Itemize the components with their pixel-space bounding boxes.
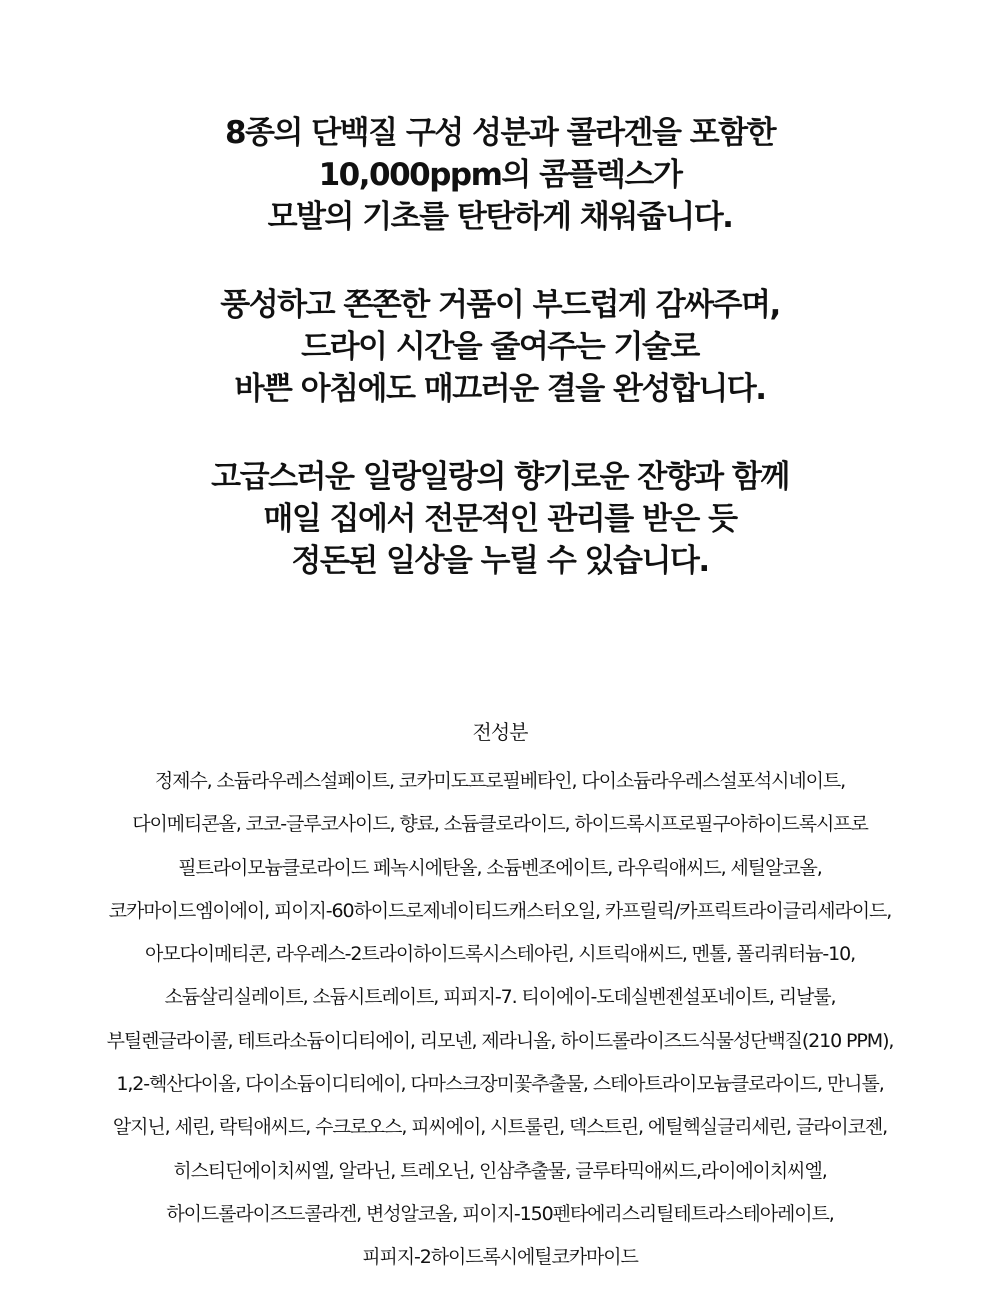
product-description [0,112,1000,628]
description-line: 10,000ppm의 콤플렉스가 [318,157,682,193]
description-line: 풍성하고 쫀쫀한 거품이 부드럽게 감싸주며, [220,287,780,323]
ingredients-line: 부틸렌글라이콜, 테트라소듐이디티에이, 리모넨, 제라니올, 하이드롤라이즈드식물성단백질(210 PPM), [106,1029,894,1052]
description-line: 정돈된 일상을 누릴 수 있습니다. [291,543,709,579]
ingredients-title: 전성분 [472,720,528,744]
ingredients-line: 피피지-2하이드록시에틸코카마이드 [362,1246,638,1269]
ingredients-line: 1,2-헥산다이올, 다이소듐이디티에이, 다마스크장미꽃추출물, 스테아트라이모늄클로라이드, 만니톨, [116,1073,884,1096]
description-line: 모발의 기초를 탄탄하게 채워줍니다. [267,199,733,235]
ingredients-line: 다이메티콘올, 코코-글루코사이드, 향료, 소듐클로라이드, 하이드록시프로필구아하이드록시프로 [132,813,868,836]
description-paragraph-2 [0,284,1000,410]
ingredients-line: 정제수, 소듐라우레스설페이트, 코카미도프로필베타인, 다이소듐라우레스설포석시네이트, [154,770,846,792]
ingredients-line: 하이드롤라이즈드콜라겐, 변성알코올, 피이지-150펜타에리스리틸테트라스테아레이트, [166,1202,834,1225]
description-line: 매일 집에서 전문적인 관리를 받은 듯 [263,501,737,537]
ingredients-line: 코카마이드엠이에이, 피이지-60하이드로제네이티드캐스터오일, 카프릴릭/카프릭트라이글리세라이드, [108,899,892,922]
full-ingredients [0,718,1000,1280]
description-line: 드라이 시간을 줄여주는 기술로 [301,329,699,365]
ingredients-line: 아모다이메티콘, 라우레스-2트라이하이드록시스테아린, 시트릭애씨드, 멘톨, 폴리쿼터늄-10, [144,943,856,966]
description-paragraph-1 [0,112,1000,238]
description-paragraph-3 [0,456,1000,582]
description-line: 바쁜 아침에도 매끄러운 결을 완성합니다. [234,371,766,407]
description-line: 8종의 단백질 구성 성분과 콜라겐을 포함한 [224,115,776,151]
ingredients-line: 소듐살리실레이트, 소듐시트레이트, 피피지-7. 티이에이-도데실벤젠설포네이트, 리날룰, [164,986,836,1009]
ingredients-line: 필트라이모늄클로라이드 페녹시에탄올, 소듐벤조에이트, 라우릭애씨드, 세틸알코올, [178,856,822,879]
ingredients-line: 히스티딘에이치씨엘, 알라닌, 트레오닌, 인삼추출물, 글루타믹애씨드,라이에이치씨엘, [173,1159,827,1182]
ingredients-line: 알지닌, 세린, 락틱애씨드, 수크로오스, 피씨에이, 시트룰린, 덱스트린, 에틸헥실글리세린, 글라이코젠, [112,1116,888,1139]
description-line: 고급스러운 일랑일랑의 향기로운 잔향과 함께 [211,459,789,495]
